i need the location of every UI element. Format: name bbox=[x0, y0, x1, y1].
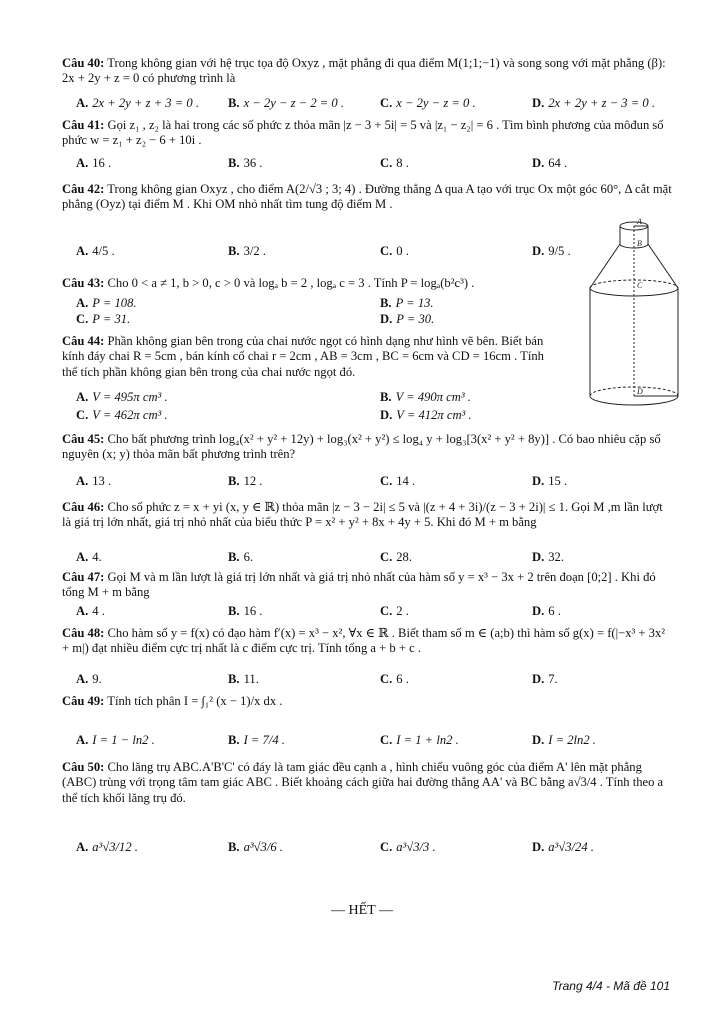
option-d: D. 15 . bbox=[532, 474, 568, 488]
point-d-label: D bbox=[637, 387, 643, 396]
option-c: C. I = 1 + ln2 . bbox=[380, 733, 459, 747]
option-a: A. I = 1 − ln2 . bbox=[76, 733, 155, 747]
option-a: A. 4 . bbox=[76, 604, 105, 618]
question-text: Cho số phức z = x + yi (x, y ∈ ℝ) thỏa mãn |z − 3 − 2i| ≤ 5 và |(z + 4 + 3i)/(z − 3 + 2i)| ≤ 1. Gọi M ,m lần lượt là giá trị lớn nhất, giá trị nhỏ nhất của biểu thức P = x² + y² + 8x + 4y + 5. Khi đó M + m bằng bbox=[62, 500, 663, 530]
option-c: C. 14 . bbox=[380, 474, 416, 488]
option-b: B. I = 7/4 . bbox=[228, 733, 285, 747]
option-b: B. 3/2 . bbox=[228, 244, 266, 258]
option-b: B. 36 . bbox=[228, 156, 263, 170]
point-b-label: B bbox=[637, 239, 642, 248]
question-40 bbox=[62, 56, 672, 87]
option-d: D. 6 . bbox=[532, 604, 561, 618]
options-row bbox=[76, 474, 676, 490]
option-b: B. P = 13. bbox=[380, 296, 434, 310]
option-d: D. V = 412π cm³ . bbox=[380, 408, 472, 422]
options-row bbox=[76, 840, 676, 856]
question-42 bbox=[62, 182, 672, 213]
option-b: B. x − 2y − z − 2 = 0 . bbox=[228, 96, 345, 110]
question-label: Câu 45: bbox=[62, 432, 105, 446]
option-d: D. 64 . bbox=[532, 156, 568, 170]
option-c: C. a³√3/3 . bbox=[380, 840, 436, 854]
options-row bbox=[76, 550, 676, 566]
shoulder-left-edge bbox=[590, 244, 620, 288]
option-b: B. 12 . bbox=[228, 474, 263, 488]
option-d: D. 9/5 . bbox=[532, 244, 571, 258]
option-d: D. a³√3/24 . bbox=[532, 840, 594, 854]
option-c: C. 0 . bbox=[380, 244, 409, 258]
shoulder-right-edge bbox=[648, 244, 678, 288]
question-43 bbox=[62, 276, 542, 291]
bottle-figure bbox=[568, 216, 708, 416]
option-d: D. 32. bbox=[532, 550, 564, 564]
question-47 bbox=[62, 570, 672, 601]
question-text: Trong không gian Oxyz , cho điểm A(2/√3 ; 3; 4) . Đường thẳng Δ qua A tạo với trục Ox một góc 60°, Δ cắt mặt phẳng (Oyz) tại điểm M . Khi OM nhỏ nhất tìm tung độ điểm M . bbox=[62, 182, 672, 212]
option-b: B. V = 490π cm³ . bbox=[380, 390, 471, 404]
option-c: C. 6 . bbox=[380, 672, 409, 686]
option-c: C. V = 462π cm³ . bbox=[76, 408, 168, 422]
options-row bbox=[76, 390, 556, 406]
option-b: B. 16 . bbox=[228, 604, 263, 618]
option-a: A. 4/5 . bbox=[76, 244, 115, 258]
question-45 bbox=[62, 432, 672, 463]
question-50 bbox=[62, 760, 672, 806]
options-row bbox=[76, 244, 571, 260]
end-mark: — HẾT — bbox=[331, 903, 393, 918]
question-label: Câu 46: bbox=[62, 500, 105, 514]
question-44 bbox=[62, 334, 546, 380]
question-label: Câu 49: bbox=[62, 694, 105, 708]
option-a: A. a³√3/12 . bbox=[76, 840, 138, 854]
option-a: A. 2x + 2y + z + 3 = 0 . bbox=[76, 96, 199, 110]
option-d: D. 7. bbox=[532, 672, 558, 686]
question-label: Câu 40: bbox=[62, 56, 105, 70]
option-a: A. V = 495π cm³ . bbox=[76, 390, 168, 404]
question-label: Câu 50: bbox=[62, 760, 105, 774]
options-row bbox=[76, 156, 676, 172]
option-c: C. P = 31. bbox=[76, 312, 131, 326]
option-c: C. x − 2y − z = 0 . bbox=[380, 96, 476, 110]
question-text: Cho bất phương trình log₄(x² + y² + 12y) + log₃(x² + y²) ≤ log₄ y + log₃[3(x² + y² + 8y)] . Có bao nhiêu cặp số nguyên (x; y) thỏa mãn bất phương trình trên? bbox=[62, 432, 661, 462]
option-a: A. 13 . bbox=[76, 474, 112, 488]
option-a: A. 16 . bbox=[76, 156, 112, 170]
question-text: Cho hàm số y = f(x) có đạo hàm f′(x) = x³ − x², ∀x ∈ ℝ . Biết tham số m ∈ (a;b) thì hàm số g(x) = f(|−x³ + 3x² + m|) đạt nhiều điểm cực trị nhất là c điểm cực trị. Tính tổng a + b + c . bbox=[62, 626, 666, 656]
question-text: Gọi z₁ , z₂ là hai trong các số phức z thỏa mãn |z − 3 + 5i| = 5 và |z₁ − z₂| = 6 . Tìm bình phương của môđun số phức w = z₁ + z₂ − 6 + 10i . bbox=[62, 118, 664, 148]
body-bottom-arc bbox=[590, 396, 678, 405]
question-label: Câu 47: bbox=[62, 570, 105, 584]
options-row bbox=[76, 296, 556, 312]
option-d: D. I = 2ln2 . bbox=[532, 733, 596, 747]
option-c: C. 28. bbox=[380, 550, 412, 564]
question-label: Câu 43: bbox=[62, 276, 105, 290]
question-text: Cho lăng trụ ABC.A'B'C' có đáy là tam giác đều cạnh a , hình chiếu vuông góc của điểm A' lên mặt phẳng (ABC) trùng với trọng tâm tam giác ABC . Biết khoảng cách giữa hai đường thẳng AA' và BC bằng a√3/4 . Tính theo a thể tích khối lăng trụ đó. bbox=[62, 760, 664, 805]
option-c: C. 8 . bbox=[380, 156, 409, 170]
option-b: B. 11. bbox=[228, 672, 259, 686]
option-d: D. P = 30. bbox=[380, 312, 435, 326]
question-41 bbox=[62, 118, 672, 149]
question-text: Trong không gian với hệ trục tọa độ Oxyz , mặt phẳng đi qua điểm M(1;1;−1) và song song với mặt phẳng (β): 2x + 2y + z = 0 có phương trình là bbox=[62, 56, 666, 86]
question-48 bbox=[62, 626, 672, 657]
question-label: Câu 41: bbox=[62, 118, 105, 132]
option-c: C. 2 . bbox=[380, 604, 409, 618]
question-text: Cho 0 < a ≠ 1, b > 0, c > 0 và logₐ b = 2 , logₐ c = 3 . Tính P = logₐ(b²c³) . bbox=[107, 276, 475, 290]
option-a: A. P = 108. bbox=[76, 296, 137, 310]
question-label: Câu 42: bbox=[62, 182, 105, 196]
options-row bbox=[76, 312, 556, 328]
options-row bbox=[76, 604, 676, 620]
question-label: Câu 44: bbox=[62, 334, 105, 348]
question-49 bbox=[62, 694, 672, 709]
option-a: A. 9. bbox=[76, 672, 102, 686]
question-label: Câu 48: bbox=[62, 626, 105, 640]
options-row bbox=[76, 672, 676, 688]
question-46 bbox=[62, 500, 672, 531]
question-text: Gọi M và m lần lượt là giá trị lớn nhất và giá trị nhỏ nhất của hàm số y = x³ − 3x + 2 trên đoạn [0;2] . Khi đó tổng M + m bằng bbox=[62, 570, 656, 600]
point-a-label: A bbox=[637, 217, 642, 226]
option-b: B. a³√3/6 . bbox=[228, 840, 283, 854]
question-text: Phần không gian bên trong của chai nước ngọt có hình dạng như hình vẽ bên. Biết bán kính đáy chai R = 5cm , bán kính cổ chai r = 2cm , AB = 3cm , BC = 6cm và CD = 16cm . Tính thể tích phần không gian bên trong của chai nước ngọt đó. bbox=[62, 334, 544, 379]
page-footer: Trang 4/4 - Mã đề 101 bbox=[552, 979, 670, 993]
point-c-label: C bbox=[637, 281, 643, 290]
options-row bbox=[76, 733, 676, 749]
option-a: A. 4. bbox=[76, 550, 102, 564]
question-text: Tính tích phân I = ∫₁² (x − 1)/x dx . bbox=[107, 694, 283, 708]
option-b: B. 6. bbox=[228, 550, 254, 564]
option-d: D. 2x + 2y + z − 3 = 0 . bbox=[532, 96, 655, 110]
options-row bbox=[76, 408, 556, 424]
options-row bbox=[76, 96, 676, 112]
